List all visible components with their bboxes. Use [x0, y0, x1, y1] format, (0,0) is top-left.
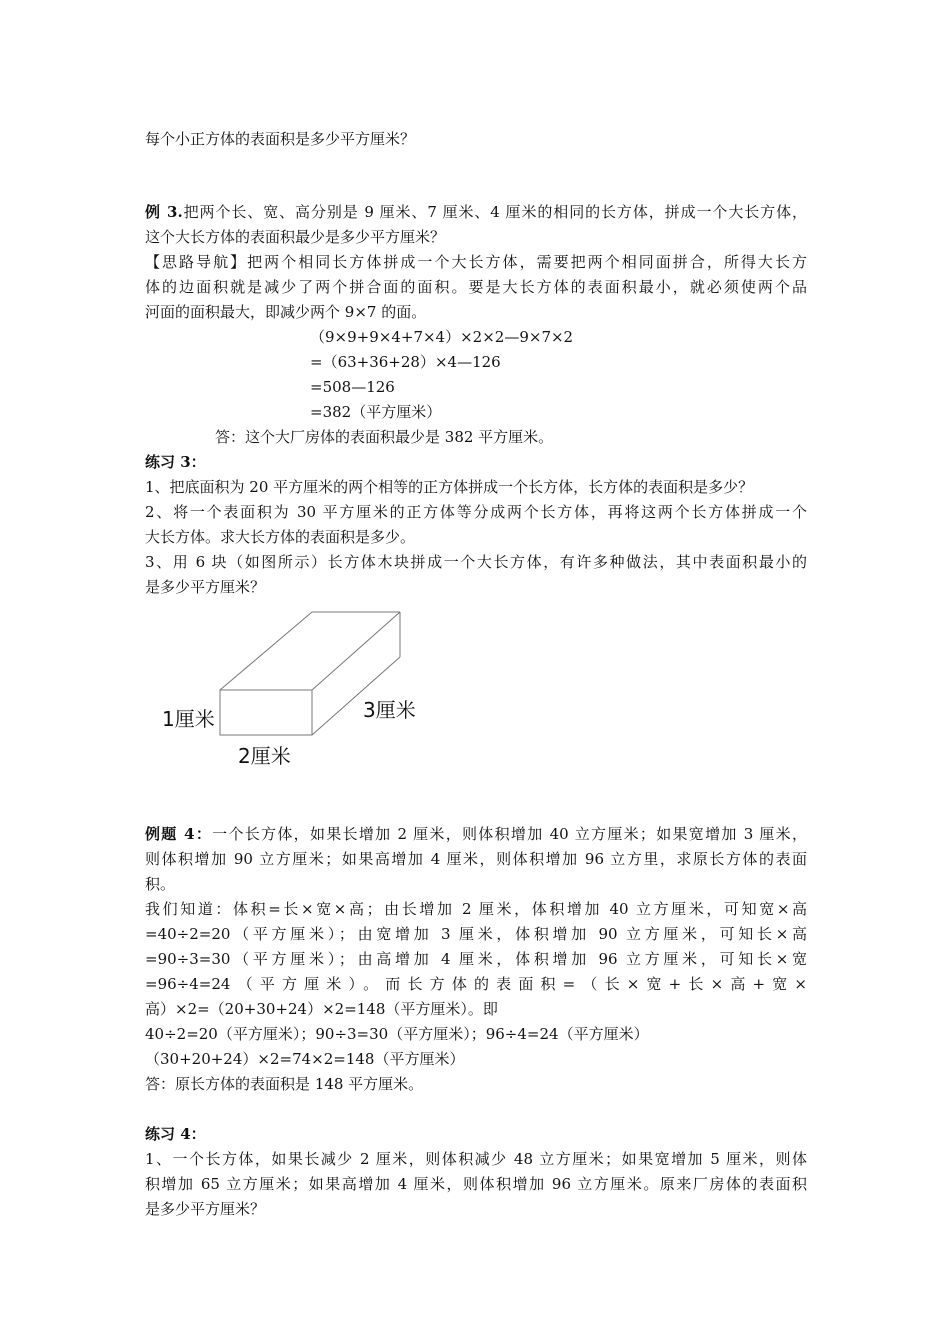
example3-calc2: =（63+36+28）×4—126: [310, 353, 501, 371]
practice4-q1b: 积增加 65 立方厘米；如果高增加 4 厘米，则体积增加 96 立方厘米。原来厂房体的表面积: [145, 1175, 807, 1193]
example4-line3: 积。: [145, 875, 176, 893]
figure-height-label: 1厘米: [162, 707, 215, 731]
question-tail: 每个小正方体的表面积是多少平方厘米？: [145, 130, 416, 148]
practice4-q1a: 1、一个长方体，如果长减少 2 厘米，则体积减少 48 立方厘米；如果宽增加 5 厘米，则体: [145, 1150, 807, 1168]
example4-sol6: 40÷2=20（平方厘米）；90÷3=30（平方厘米）；96÷4=24（平方厘米）: [145, 1025, 649, 1043]
example4-sol1: 我们知道：体积=长×宽×高；由长增加 2 厘米，体积增加 40 立方厘米，可知宽×高: [145, 900, 807, 918]
example4-sol4: =96÷4=24（平方厘米）。而长方体的表面积=（长×宽+长×高+宽×: [145, 975, 807, 993]
practice3-label: 练习 3：: [145, 453, 206, 471]
example4-label: 例题 4：: [145, 825, 213, 843]
practice3-q3a: 3、用 6 块（如图所示）长方体木块拼成一个大长方体，有许多种做法，其中表面积最小的: [145, 553, 807, 571]
example3-line2: 这个大长方体的表面积最少是多少平方厘米？: [145, 228, 446, 246]
cuboid-edge: [312, 612, 400, 690]
example4-sol3: =90÷3=30（平方厘米）；由高增加 4 厘米，体积增加 96 立方厘米，可知长×宽: [145, 950, 807, 968]
example4-line1-text: 一个长方体，如果长增加 2 厘米，则体积增加 40 立方厘米；如果宽增加 3 厘米，: [212, 825, 807, 843]
example3-guide1: 【思路导航】把两个相同长方体拼成一个大长方体，需要把两个相同面拼合，所得大长方: [145, 253, 807, 271]
example4-answer: 答：原长方体的表面积是 148 平方厘米。: [145, 1075, 424, 1093]
example3-calc4: =382（平方厘米）: [310, 403, 442, 421]
example4-sol7: （30+20+24）×2=74×2=148（平方厘米）: [145, 1050, 465, 1068]
example3-calc3: =508—126: [310, 378, 395, 396]
example4-line1: [145, 822, 807, 847]
example3-guide2: 体的边面积就是减少了两个拼合面的面积。要是大长方体的表面积最小，就必须使两个品: [145, 278, 807, 296]
example3-calc1: （9×9+9×4+7×4）×2×2—9×7×2: [310, 328, 574, 346]
example3-answer: 答：这个大厂房体的表面积最少是 382 平方厘米。: [215, 428, 554, 446]
practice3-q3b: 是多少平方厘米？: [145, 578, 266, 596]
figure-length-label: 3厘米: [363, 698, 416, 722]
cuboid-edge: [220, 612, 312, 690]
example3-guide3: 河面的面积最大，即减少两个 9×7 的面。: [145, 303, 427, 321]
practice4-label: 练习 4：: [145, 1125, 206, 1143]
example3-line1-text: 把两个长、宽、高分别是 9 厘米、7 厘米、4 厘米的相同的长方体，拼成一个大长方体，: [182, 203, 807, 221]
example3-label: 例 3.: [145, 203, 183, 221]
example4-line2: 则体积增加 90 立方厘米；如果高增加 4 厘米，则体积增加 96 立方里，求原长方体的表面: [145, 850, 807, 868]
practice3-q2b: 大长方体。求大长方体的表面积是多少。: [145, 528, 416, 546]
practice3-q2a: 2、将一个表面积为 30 平方厘米的正方体等分成两个长方体，再将这两个长方体拼成一个: [145, 503, 807, 521]
practice3-q1: 1、把底面积为 20 平方厘米的两个相等的正方体拼成一个长方体，长方体的表面积是多少？: [145, 478, 754, 496]
figure-width-label: 2厘米: [238, 744, 291, 768]
cuboid-front-face: [220, 690, 312, 735]
example4-sol5: 高）×2=（20+30+24）×2=148（平方厘米）。即: [145, 1000, 498, 1018]
practice4-q1c: 是多少平方厘米？: [145, 1200, 266, 1218]
example4-sol2: =40÷2=20（平方厘米）；由宽增加 3 厘米，体积增加 90 立方厘米，可知长×高: [145, 925, 807, 943]
